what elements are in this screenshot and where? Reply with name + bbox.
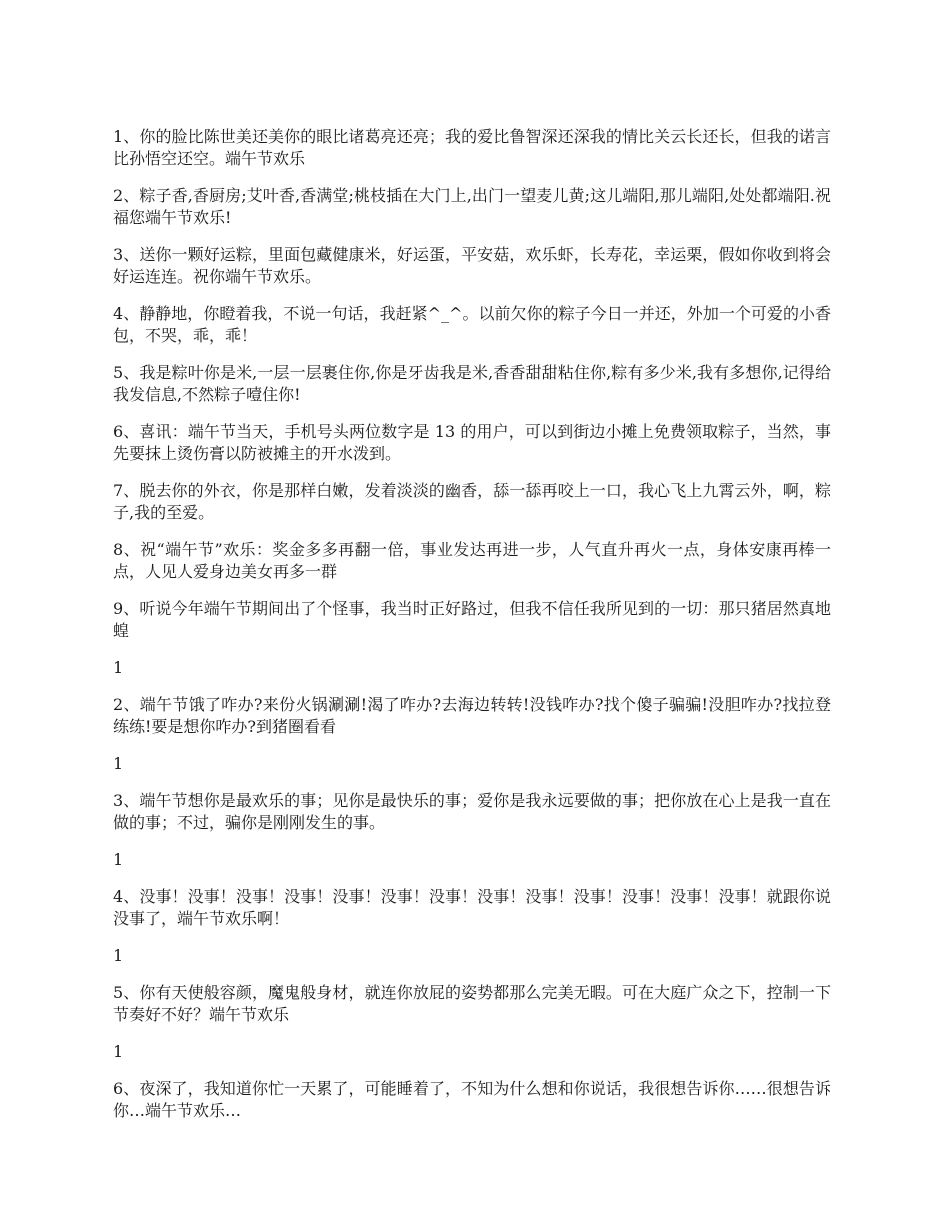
paragraph-11: 3、端午节想你是最欢乐的事；见你是最快乐的事；爱你是我永远要做的事；把你放在心上是我一直在做的事；不过，骗你是刚刚发生的事。 [113, 791, 831, 832]
paragraph-12: 4、没事！没事！没事！没事！没事！没事！没事！没事！没事！没事！没事！没事！没事！就跟你说没事了，端午节欢乐啊！ [113, 887, 831, 928]
separator-number: 1 [113, 1042, 124, 1061]
paragraph-13: 5、你有天使般容颜，魔鬼般身材，就连你放屁的姿势都那么完美无暇。可在大庭广众之下，控制一下节奏好不好？端午节欢乐 [113, 983, 831, 1024]
paragraph-8: 8、祝“端午节”欢乐：奖金多多再翻一倍，事业发达再进一步，人气直升再火一点，身体安康再棒一点，人见人爱身边美女再多一群 [113, 540, 831, 581]
separator-number: 1 [113, 850, 124, 869]
separator-number: 1 [113, 946, 124, 965]
paragraph-10: 2、端午节饿了咋办?来份火锅涮涮!渴了咋办?去海边转转!没钱咋办?找个傻子骗骗!没胆咋办?找拉登练练!要是想你咋办?到猪圈看看 [113, 695, 831, 736]
separator-number: 1 [113, 754, 124, 773]
paragraph-14: 6、夜深了，我知道你忙一天累了，可能睡着了，不知为什么想和你说话，我很想告诉你……很想告诉你…端午节欢乐… [113, 1079, 831, 1120]
paragraph-9: 9、听说今年端午节期间出了个怪事，我当时正好路过，但我不信任我所见到的一切：那只猪居然真地蝗 [113, 599, 831, 640]
paragraph-2: 2、粽子香,香厨房;艾叶香,香满堂;桃枝插在大门上,出门一望麦儿黄;这儿端阳,那儿端阳,处处都端阳.祝福您端午节欢乐! [113, 186, 831, 227]
paragraph-4: 4、静静地，你瞪着我，不说一句话，我赶紧^_^。以前欠你的粽子今日一并还，外加一个可爱的小香包，不哭，乖，乖！ [113, 304, 831, 345]
paragraph-3: 3、送你一颗好运粽，里面包藏健康米，好运蛋，平安菇，欢乐虾，长寿花，幸运栗，假如你收到将会好运连连。祝你端午节欢乐。 [113, 245, 831, 286]
paragraph-5: 5、我是粽叶你是米,一层一层裹住你,你是牙齿我是米,香香甜甜粘住你,粽有多少米,我有多想你,记得给我发信息,不然粽子噎住你! [113, 363, 831, 404]
document-body [113, 126, 831, 1137]
paragraph-6: 6、喜讯：端午节当天，手机号头两位数字是 13 的用户，可以到街边小摊上免费领取粽子，当然，事先要抹上烫伤膏以防被摊主的开水泼到。 [113, 422, 831, 463]
separator-number: 1 [113, 658, 124, 677]
paragraph-1: 1、你的脸比陈世美还美你的眼比诸葛亮还亮；我的爱比鲁智深还深我的情比关云长还长，但我的诺言比孙悟空还空。端午节欢乐 [113, 127, 831, 168]
paragraph-7: 7、脱去你的外衣，你是那样白嫩，发着淡淡的幽香，舔一舔再咬上一口，我心飞上九霄云外，啊，粽子,我的至爱。 [113, 481, 831, 522]
